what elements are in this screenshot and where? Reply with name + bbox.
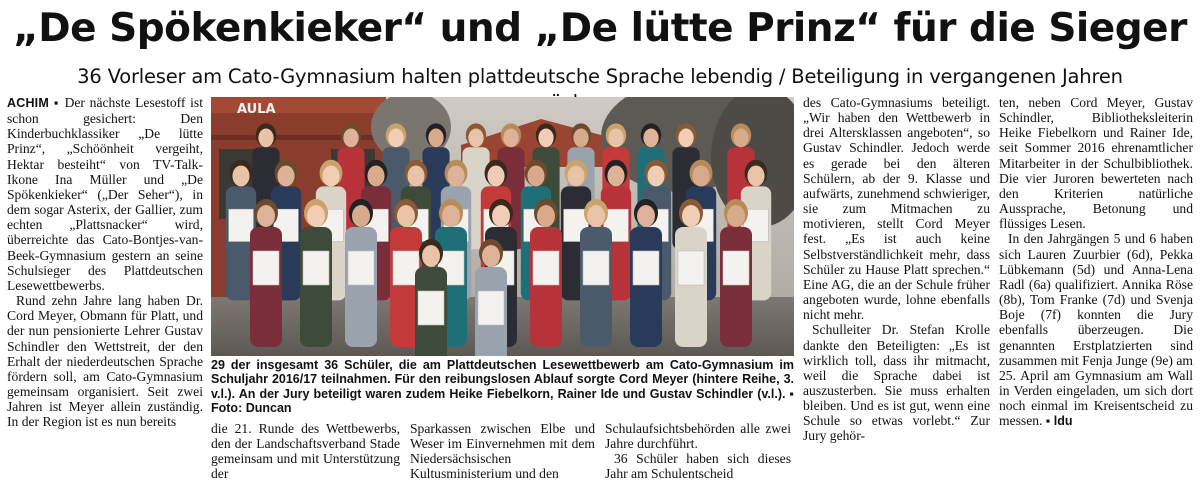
paragraph [999, 231, 1193, 429]
article-column-3 [410, 421, 595, 495]
paragraph: des Cato-Gymnasiums beteiligt. „Wir haben den Wettbewerb in drei Altersklassen angeboten“, so Gustav Schindler. Jedoch werde es gerade bei den älteren Schülern, ab der 9. Klasse und aufwärts, zunehmend schwieriger, sie zum Mitmachen zu motivieren, stellt Cord Meyer fest. „Es ist auch keine Selbstverständlichkeit mehr, dass Schüler zu Hause Platt sprechen.“ Eine AG, die an der Schule früher angeboten wurde, lohne ebenfalls nicht mehr. [803, 95, 990, 323]
paragraph: Schulleiter Dr. Stefan Krolle dankte den Beteiligten: „Es ist wirklich toll, dass ihr mitmacht, weil die Sprache dabei ist auszusterben. Sie muss erhalten bleiben. Und es ist gut, wenn eine Schule so etwas vorlebt.“ Zur Jury gehör- [803, 322, 990, 444]
article-column-6 [999, 95, 1193, 495]
paragraph: die 21. Runde des Wettbewerbs, den der Landschaftsverband Stade gemeinsam und mit Unterstützung der [211, 421, 400, 482]
paragraph: 36 Schüler haben sich dieses Jahr am Schulentscheid [605, 451, 791, 482]
paragraph: Rund zehn Jahre lang haben Dr. Cord Meyer, Obmann für Platt, und der nun pensionierte Lehrer Gustav Schindler den Wettstreit, der den Erhalt der niederdeutschen Sprache fördern soll, am Cato-Gymnasium gemeinsam organisiert. Seit zwei Jahren ist Meyer allein zuständig. In der Region ist es nun bereits [7, 293, 203, 430]
author-tag: ▪ ldu [1045, 414, 1073, 429]
article-column-4 [605, 421, 791, 495]
headline: „De Spökenkieker“ und „De lütte Prinz“ für die Sieger [13, 6, 1187, 51]
paragraph: Sparkassen zwischen Elbe und Weser im Einvernehmen mit dem Niedersächsischen Kultusministerium und den [410, 421, 595, 482]
article-column-5 [803, 95, 990, 495]
paragraph-text: In den Jahrgängen 5 und 6 haben sich Lauren Zuurbier (6d), Pekka Lübkemann (5d) und Anna-Lena Radl (6a) qualifiziert. Annika Röse (8b), Tom Franke (7d) und Svenja Boje (7f) konnten die Jury ebenfalls überzeugen. Die genannten Erstplatzierten sind zusammen mit Fenja Junge (9e) am 25. April am Gymnasium am Wall in Verden eingeladen, um sich dort noch einmal im Kreisentscheid zu messen. [999, 231, 1193, 429]
group-photo [211, 97, 794, 356]
lead-text: Der nächste Lesestoff ist schon gesichert: Den Kinderbuchklassiker „De lütte Prinz“, „Schöönheit vergeiht, Hektar besteiht“ von TV-Talk-Ikone Ina Müller und „De Spökenkieker“ („Der Seher“), in dem sogar Asterix, der Gallier, zum echten „Plattsnacker“ wird, überreichte das Cato-Bontjes-van-Beek-Gymnasium gestern an seine Schulsieger des Plattdeutschen Lesewettbewerbs. [7, 95, 203, 293]
article-column-1 [7, 95, 203, 495]
paragraph: ten, neben Cord Meyer, Gustav Schindler, Bibliotheksleiterin Heike Fiebelkorn und Rainer Ide, seit Sommer 2016 ehrenamtlicher Mitarbeiter in der Schulbibliothek. Die vier Juroren bewerteten nach den Kriterien natürliche Aussprache, Betonung und flüssiges Lesen. [999, 95, 1193, 232]
subheadline: 36 Vorleser am Cato-Gymnasium halten plattdeutsche Sprache lebendig / Beteiligung in vergangenen Jahren [77, 65, 1123, 88]
photo-caption: 29 der insgesamt 36 Schüler, die am Plattdeutschen Lesewettbewerb am Cato-Gymnasium im Schuljahr 2016/17 teilnahmen. Für den reibungslosen Ablauf sorgte Cord Meyer (hintere Reihe, 3. v.l.). An der Jury beteiligt waren zudem Heike Fiebelkorn, Rainer Ide und Gustav Schindler (v.l.). ▪ Foto: Duncan [211, 358, 794, 416]
aula-sign: AULA [237, 102, 276, 117]
lead-paragraph [7, 95, 203, 293]
dateline: ACHIM ▪ [7, 96, 60, 110]
article-column-2 [211, 421, 400, 495]
paragraph: Schulaufsichtsbehörden alle zwei Jahre durchführt. [605, 421, 791, 452]
